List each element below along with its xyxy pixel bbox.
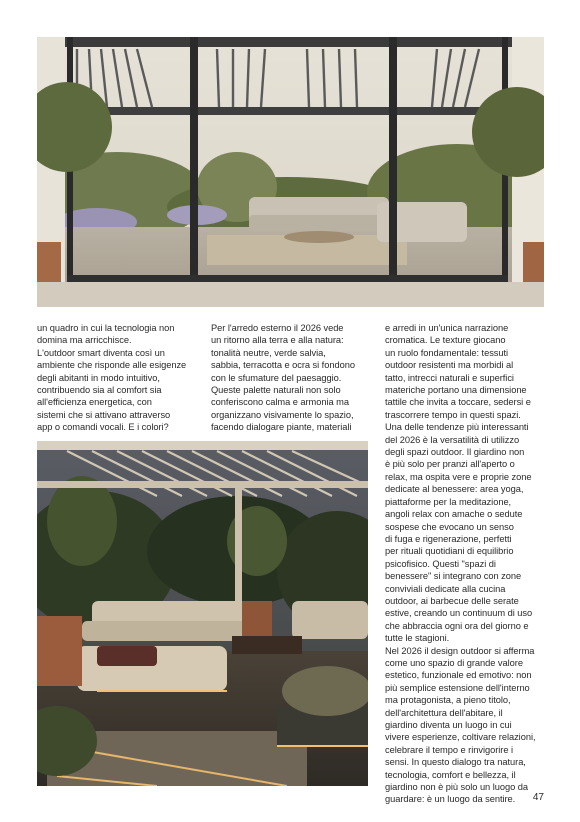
page-number: 47 (532, 792, 544, 803)
body-text-column-1: un quadro in cui la tecnologia non domina ma arricchisce. L'outdoor smart diventa così un ambiente che risponde alle esigenze degli abitanti in modo intuitivo, contribuendo sia al comfort sia all'efficienza energetica, con sistemi che si attivano attraverso app o comandi vocali. E i colori? (37, 323, 187, 433)
body-text-column-2: Per l'arredo esterno il 2026 vede un ritorno alla terra e alla natura: tonalità neutre, verde salvia, sabbia, terracotta e ocra si fondono con le sfumature del paesaggio. Queste palette naturali non solo conferiscono calma e armonia ma organizzano visivamente lo spazio, facendo dialogare piante, materiali (211, 323, 355, 433)
body-text-column-3: e arredi in un'unica narrazione cromatica. Le texture giocano un ruolo fondamentale: tessuti outdoor resistenti ma morbidi al tatto, intrecci naturali e superfici materiche portano una dimensione tattile che invita a toccare, sedersi e trascorrere tempo in questi spazi. Una delle tendenze più interessanti del 2026 è la versatilità di utilizzo degli spazi outdoor. Il giardino non è più solo per pranzi all'aperto o relax, ma ospita vere e proprie zone dedicate al benessere: area yoga, piattaforme per la meditazione, angoli relax con amache o sedute sospese che evocano un senso di fuga e rigenerazione, perfetti per rituali quotidiani di equilibrio psicofisico. Questi "spazi di benessere" si integrano con zone conviviali dedicate alla cucina outdoor, ai barbecue delle serate estive, creando un continuum di uso che abbraccia ogni ora del giorno e tutte le stagioni. Nel 2026 il design outdoor si afferma come uno spazio di grande valore estetico, funzionale ed emotivo: non più semplice estensione dell'interno ma protagonista, a pieno titolo, dell'architettura dell'abitare, il giardino diventa un luogo in cui vivere esperienze, coltivare relazioni, celebrare il tempo e rinvigorire i sensi. In questo dialogo tra natura, tecnologia, comfort e bellezza, il giardino non è più solo un luogo da guardare: è un luogo da sentire. (385, 323, 536, 805)
evening-garden-lounge-photo (37, 441, 368, 786)
lounge-under-pergola-photo (37, 37, 544, 307)
